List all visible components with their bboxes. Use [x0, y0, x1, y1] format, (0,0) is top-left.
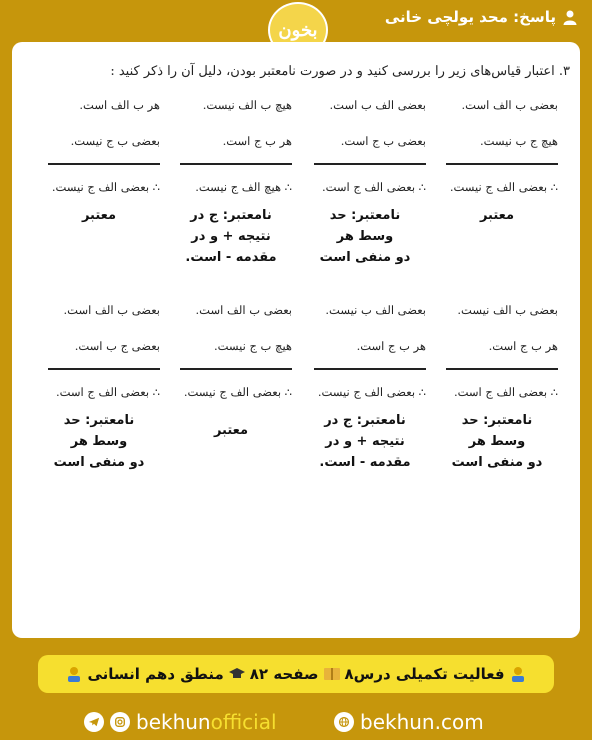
globe-icon[interactable]	[334, 712, 354, 732]
student-icon	[65, 665, 83, 683]
social-handle[interactable]	[84, 708, 277, 736]
verdict	[304, 205, 426, 268]
premise-2: هر ب ج است.	[356, 339, 426, 353]
verdict-line: معتبر	[479, 208, 515, 223]
verdict-line: دو منفی است	[451, 455, 543, 470]
verdict	[436, 205, 558, 226]
website-text: bekhun.com	[360, 710, 484, 734]
verdict	[170, 420, 292, 441]
handle-text: bekhunofficial	[136, 710, 277, 734]
divider-line	[48, 163, 160, 165]
verdict-line: مقدمه - است.	[319, 455, 411, 470]
student-icon	[509, 665, 527, 683]
verdict-line: نامعتبر: حد	[461, 413, 533, 428]
premise-2: بعضی ب ج نیست.	[70, 134, 160, 148]
website-link[interactable]	[334, 708, 484, 736]
banner-subject: منطق دهم انسانی	[87, 665, 224, 683]
premise-2: هر ب ج است.	[222, 134, 292, 148]
logo-text: بخون	[278, 19, 318, 41]
conclusion: ∴ بعضی الف ج نیست.	[317, 385, 426, 399]
premise-1: بعضی ب الف است.	[63, 303, 160, 317]
verdict-line: نامعتبر: ج در	[190, 208, 272, 223]
premise-2: بعضی ب ج است.	[340, 134, 426, 148]
premise-1: بعضی الف ب نیست.	[325, 303, 426, 317]
syllogism-cell	[170, 97, 292, 268]
verdict-line: نامعتبر: ج در	[324, 413, 406, 428]
author-line	[385, 8, 578, 26]
divider-line	[180, 368, 292, 370]
premise-1: بعضی ب الف است.	[195, 303, 292, 317]
premise-2: هیچ ب ج نیست.	[213, 339, 292, 353]
conclusion: ∴ بعضی الف ج است.	[453, 385, 558, 399]
verdict-line: وسط هر	[70, 434, 128, 449]
divider-line	[314, 368, 426, 370]
conclusion: ∴ بعضی الف ج نیست.	[449, 180, 558, 194]
verdict	[304, 410, 426, 473]
banner-lesson: فعالیت تکمیلی درس۸	[344, 665, 505, 683]
verdict-line: دو منفی است	[53, 455, 145, 470]
lesson-banner	[38, 655, 554, 693]
verdict	[436, 410, 558, 473]
divider-line	[446, 163, 558, 165]
conclusion: ∴ بعضی الف ج است.	[321, 180, 426, 194]
verdict-line: معتبر	[81, 208, 117, 223]
verdict	[38, 205, 160, 226]
syllogism-cell	[436, 302, 558, 473]
premise-2: هر ب ج است.	[488, 339, 558, 353]
verdict-line: نتیجه + و در	[191, 229, 271, 244]
syllogism-cell	[38, 302, 160, 473]
graduation-cap-icon	[228, 665, 246, 683]
verdict-line: نامعتبر: حد	[329, 208, 401, 223]
telegram-icon[interactable]	[84, 712, 104, 732]
verdict-line: مقدمه - است.	[185, 250, 277, 265]
verdict-line: نتیجه + و در	[325, 434, 405, 449]
conclusion: ∴ بعضی الف ج است.	[55, 385, 160, 399]
divider-line	[446, 368, 558, 370]
syllogism-cell	[304, 97, 426, 268]
divider-line	[180, 163, 292, 165]
verdict-line: وسط هر	[336, 229, 394, 244]
syllogism-cell	[304, 302, 426, 473]
user-icon	[562, 9, 578, 25]
verdict	[170, 205, 292, 268]
instagram-icon[interactable]	[110, 712, 130, 732]
premise-1: بعضی الف ب است.	[329, 98, 426, 112]
syllogism-cell	[436, 97, 558, 226]
banner-page: صفحه ۸۲	[249, 665, 319, 683]
verdict	[38, 410, 160, 473]
premise-1: هیچ ب الف نیست.	[202, 98, 292, 112]
premise-1: بعضی ب الف نیست.	[457, 303, 558, 317]
syllogism-cell	[38, 97, 160, 226]
verdict-line: وسط هر	[468, 434, 526, 449]
premise-1: هر ب الف است.	[79, 98, 160, 112]
conclusion: ∴ بعضی الف ج نیست.	[183, 385, 292, 399]
question-text: ۳. اعتبار قیاس‌های زیر را بررسی کنید و در صورت نامعتبر بودن، دلیل آن را ذکر کنید :	[110, 64, 570, 79]
premise-2: هیچ ج ب نیست.	[479, 134, 558, 148]
divider-line	[314, 163, 426, 165]
syllogism-cell	[170, 302, 292, 441]
verdict-line: معتبر	[213, 423, 249, 438]
premise-1: بعضی ب الف است.	[461, 98, 558, 112]
verdict-line: نامعتبر: حد	[63, 413, 135, 428]
conclusion: ∴ بعضی الف ج نیست.	[51, 180, 160, 194]
author-text: پاسخ: محد یولچی خانی	[384, 8, 556, 26]
conclusion: ∴ هیچ الف ج نیست.	[195, 180, 292, 194]
verdict-line: دو منفی است	[319, 250, 411, 265]
book-icon	[323, 665, 341, 683]
premise-2: بعضی ج ب است.	[74, 339, 160, 353]
divider-line	[48, 368, 160, 370]
